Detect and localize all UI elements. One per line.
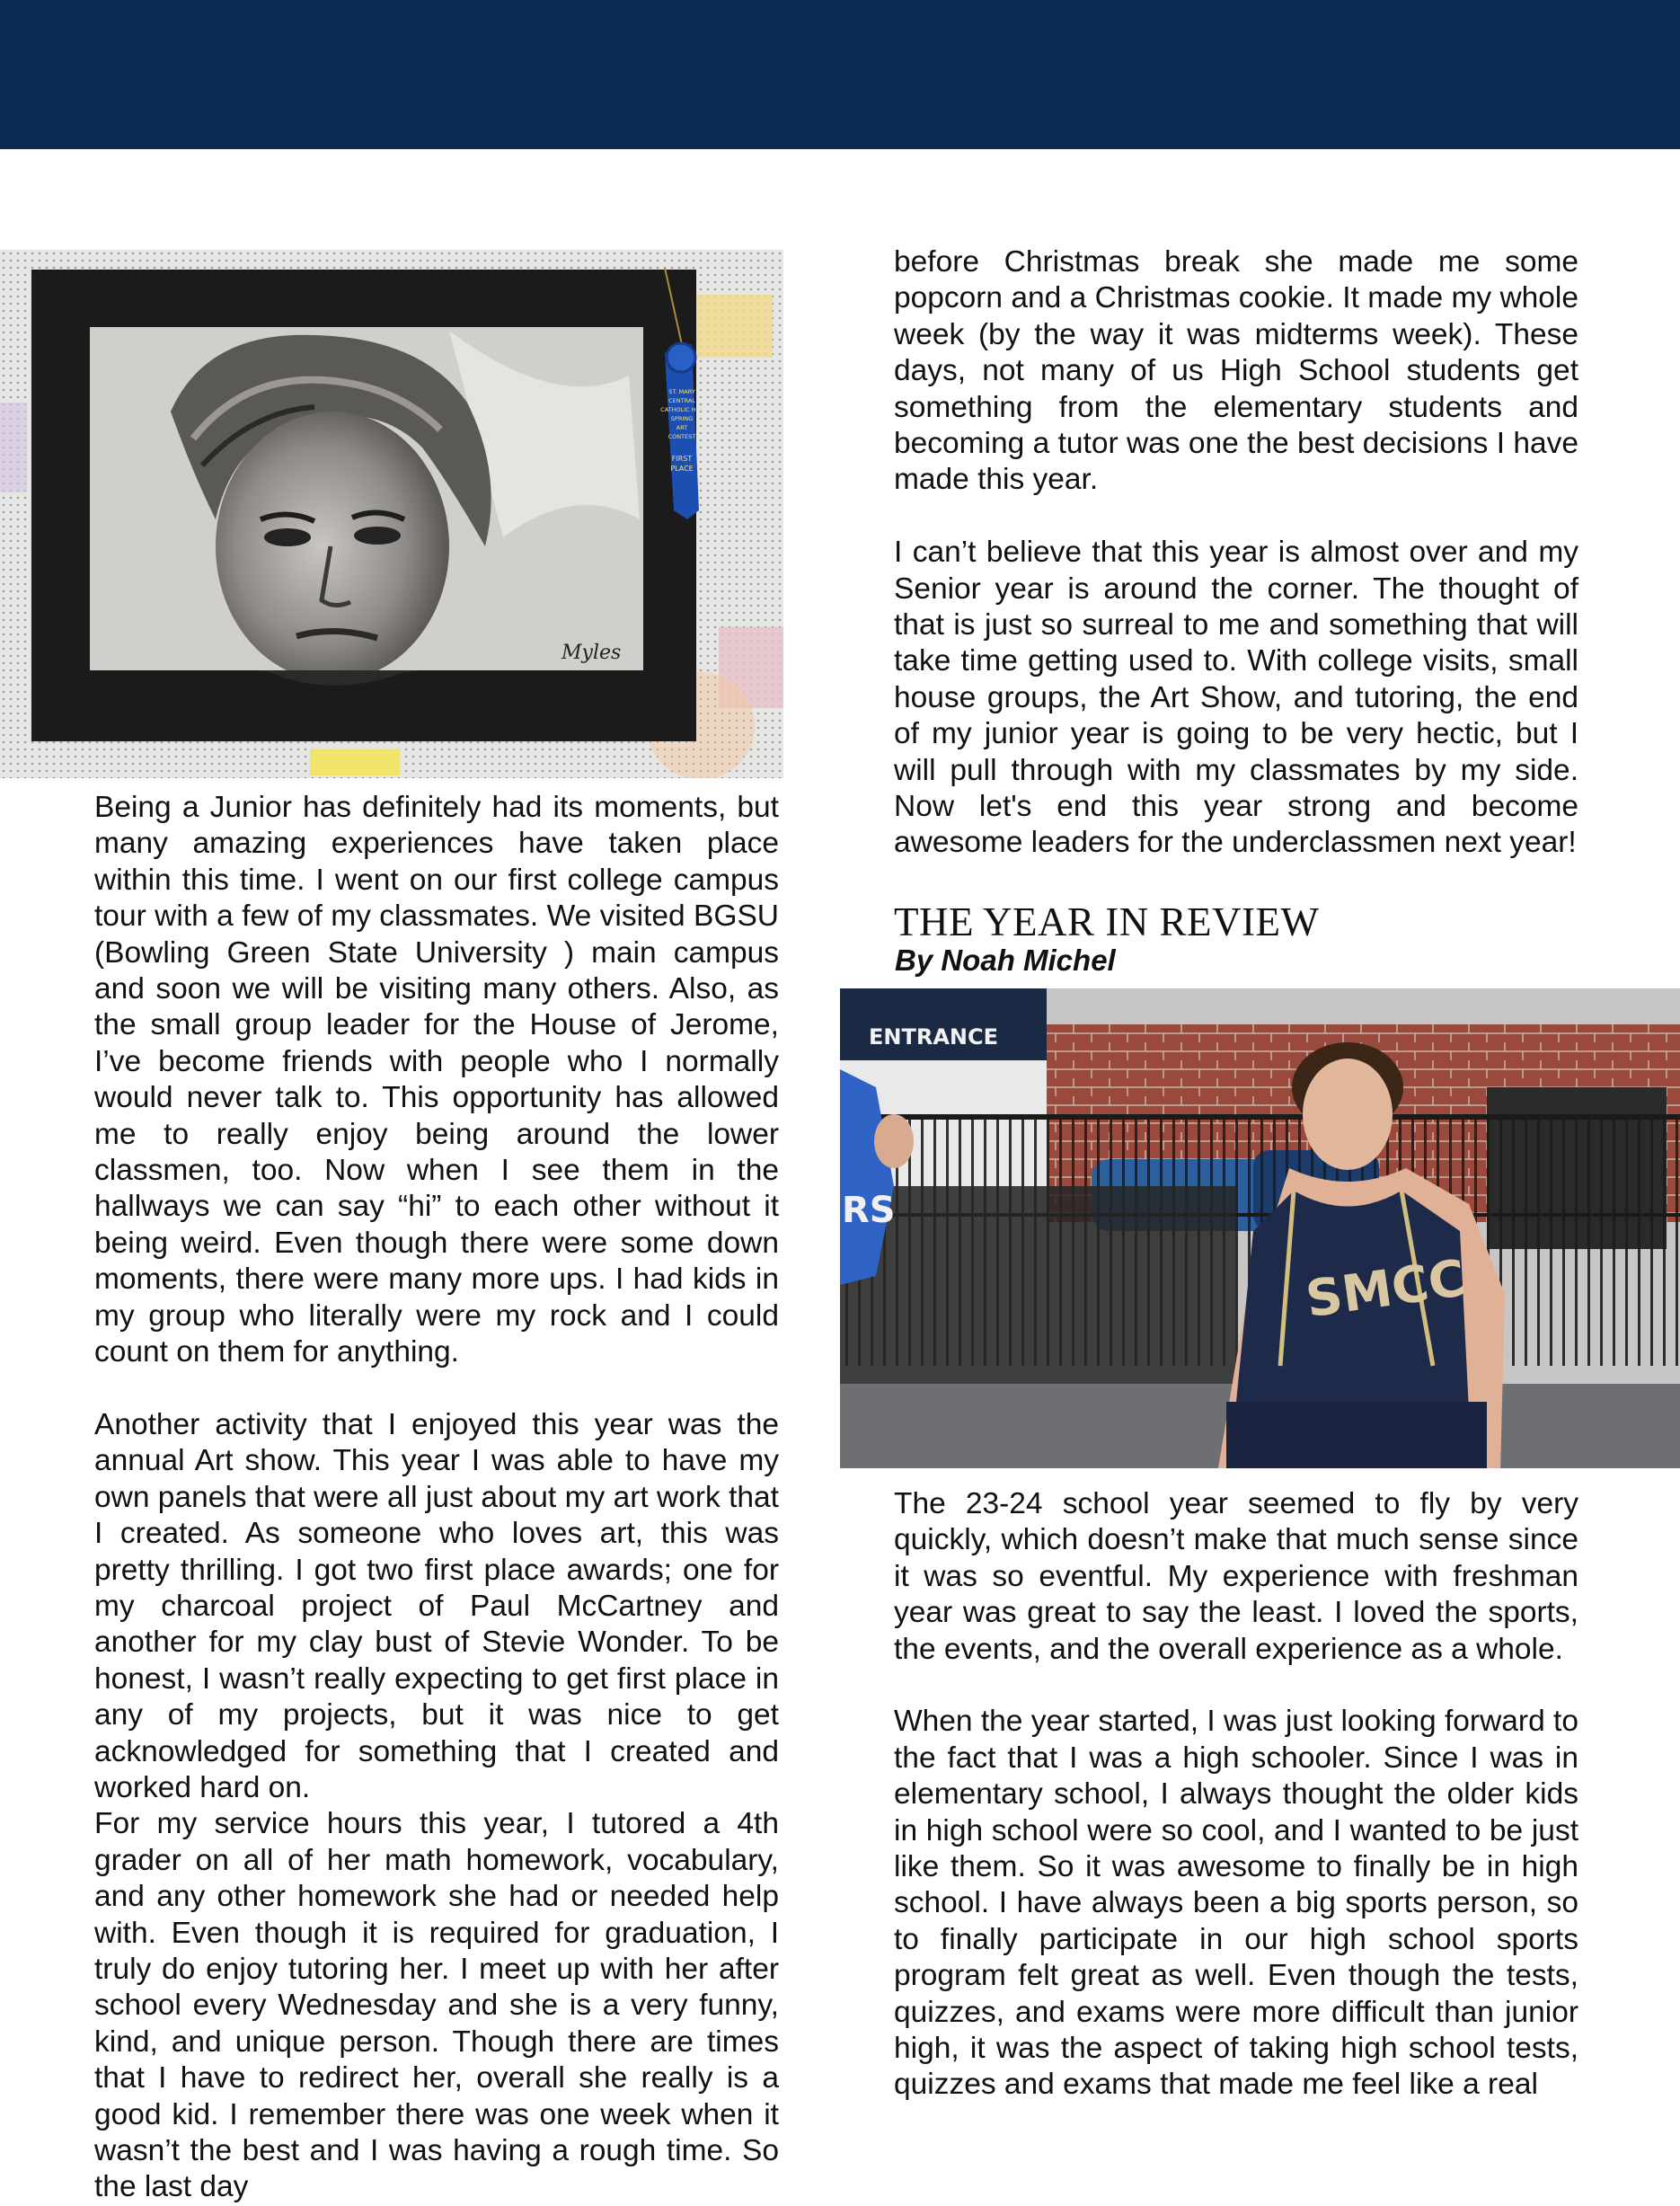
track-runner-photo <box>840 988 1680 1468</box>
article1-left-column <box>94 790 779 2206</box>
article1-paragraph: Another activity that I enjoyed this year was the annual Art show. This year I was able to have my own panels that were all just about my art work that I created. As someone who loves art, this was pretty thrilling. I got two first place awards; one for my charcoal project of Paul McCartney and another for my clay bust of Stevie Wonder. To be honest, I wasn’t really expecting to get first place in any of my projects, but it was nice to get acknowledged for something that I created and worked hard on. <box>94 1407 779 1804</box>
entrance-sign-text: ENTRANCE <box>869 1024 998 1050</box>
svg-text:CONTEST: CONTEST <box>668 433 696 440</box>
svg-text:PLACE: PLACE <box>670 465 694 473</box>
jersey-text: SMCC <box>1302 1249 1470 1330</box>
header-bar <box>0 0 1680 149</box>
svg-text:ART: ART <box>676 424 688 431</box>
other-jersey-text: RS <box>842 1190 896 1231</box>
article2-paragraph: The 23-24 school year seemed to fly by very quickly, which doesn’t make that much sense since it was so eventful. My experience with freshman year was great to say the least. I loved the sports, the events, and the overall experience as a whole. <box>894 1487 1578 1666</box>
svg-text:CENTRAL: CENTRAL <box>668 397 695 404</box>
svg-text:ST. MARY: ST. MARY <box>668 388 695 395</box>
article1-paragraph: before Christmas break she made me some popcorn and a Christmas cookie. It made my whole week (by the way it was midterms week). These days, not many of us High School students get something from the elementary students and becoming a tutor was one the best decisions I have made this year. <box>894 245 1578 497</box>
signature-text: Myles <box>561 642 622 664</box>
article2-column <box>894 1486 1578 2104</box>
svg-text:SPRING: SPRING <box>670 415 694 422</box>
svg-text:FIRST: FIRST <box>671 455 693 463</box>
charcoal-portrait-photo <box>0 250 783 778</box>
article2-byline: By Noah Michel <box>895 944 1116 977</box>
svg-text:CATHOLIC H.S.: CATHOLIC H.S. <box>660 406 703 413</box>
article1-paragraph: I can’t believe that this year is almost over and my Senior year is around the corner. The thought of that is just so surreal to me and something that will take time getting used to. With college visits, small house groups, the Art Show, and tutoring, the end of my junior year is going to be very hectic, but I will pull through with my classmates by my side. Now let's end this year strong and become awesome leaders for the underclassmen next year! <box>894 536 1578 860</box>
article2-title: THE YEAR IN REVIEW <box>894 899 1320 944</box>
article1-paragraph: For my service hours this year, I tutored a 4th grader on all of her math homework, vocabulary, and any other homework she had or needed help with. Even though it is required for graduation, I truly do enjoy tutoring her. I meet up with her after school every Wednesday and she is a very funny, kind, and unique person. Though there are times that I have to redirect her, overall she really is a good kid. I remember there was one week when it wasn’t the best and I was having a rough time. So the last day <box>94 1807 779 2204</box>
article1-paragraph: Being a Junior has definitely had its moments, but many amazing experiences have taken place within this time. I went on our first college campus tour with a few of my classmates. We visited BGSU (Bowling Green State University ) main campus and soon we will be visiting many others. Also, as the small group leader for the House of Jerome, I’ve become friends with people who I normally would never talk to. This opportunity has allowed me to really enjoy being around the lower classmen, too. Now when I see them in the hallways we can say “hi” to each other without it being weird. Even though there were some down moments, there were many more ups. I had kids in my group who literally were my rock and I could count on them for anything. <box>94 791 779 1369</box>
article2-paragraph: When the year started, I was just looking forward to the fact that I was a high schooler. Since I was in elementary school, I always thought the older kids in high school were so cool, and I wanted to be just like them. So it was awesome to finally be in high school. I have always been a big sports person, so to finally participate in our high school sports program felt great as well. Even though the tests, quizzes, and exams were more difficult than junior high, it was the aspect of taking high school tests, quizzes and exams that made me feel like a real <box>894 1705 1578 2102</box>
article1-right-column <box>894 244 1578 862</box>
